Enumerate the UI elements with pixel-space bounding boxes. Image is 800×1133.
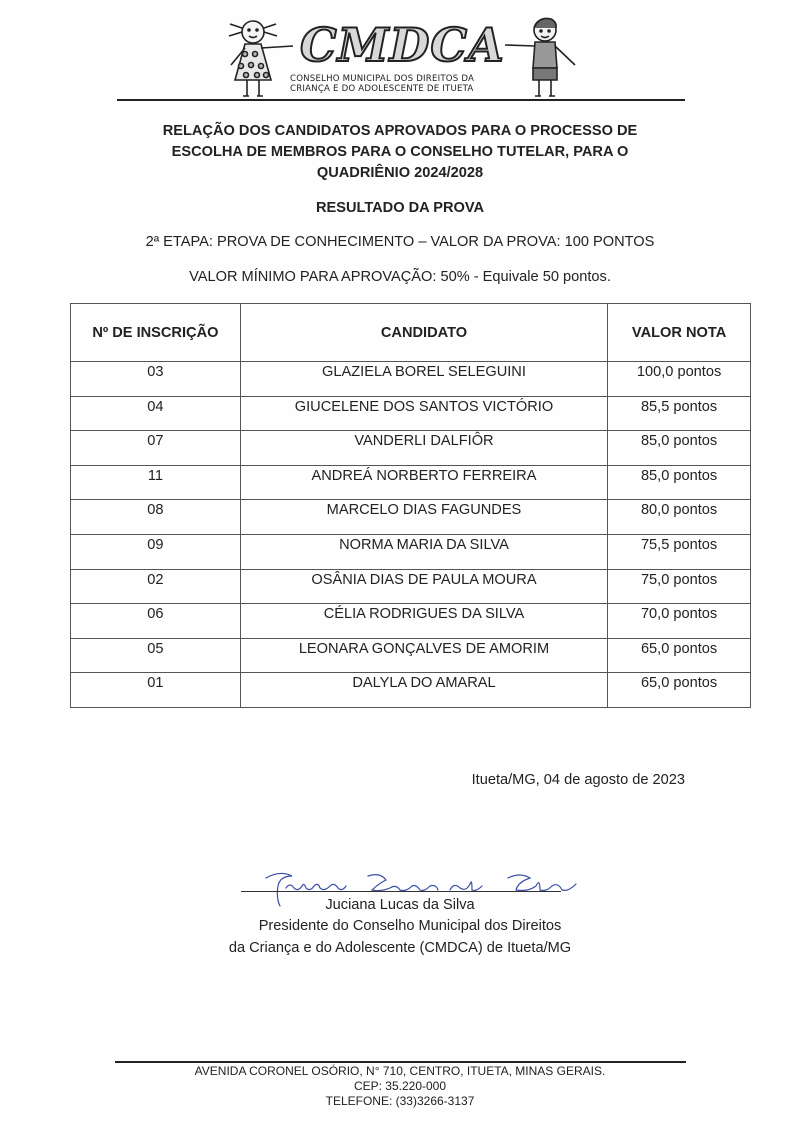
header-inscricao: Nº DE INSCRIÇÃO (71, 304, 241, 362)
footer-cep: CEP: 35.220-000 (353, 1079, 447, 1093)
title-line-2: ESCOLHA DE MEMBROS PARA O CONSELHO TUTELAR, PARA O (171, 144, 629, 160)
cell-nota: 75,5 pontos (608, 534, 751, 569)
table-row (71, 569, 751, 604)
table-row (71, 604, 751, 639)
table-row (71, 534, 751, 569)
cell-nota: 65,0 pontos (608, 673, 751, 708)
cell-candidato: GLAZIELA BOREL SELEGUINI (240, 362, 607, 397)
document-subtitle: RESULTADO DA PROVA (315, 200, 485, 216)
min-value-info: VALOR MÍNIMO PARA APROVAÇÃO: 50% - Equivale 50 pontos. (189, 269, 611, 285)
table-row (71, 396, 751, 431)
cell-inscricao: 11 (71, 465, 241, 500)
cell-candidato: CÉLIA RODRIGUES DA SILVA (240, 604, 607, 639)
signer-role-line1: Presidente do Conselho Municipal dos Direitos (258, 918, 562, 934)
cell-candidato: NORMA MARIA DA SILVA (240, 534, 607, 569)
cell-inscricao: 01 (71, 673, 241, 708)
footer-divider (115, 1061, 686, 1063)
logo-subtitle-line1: CONSELHO MUNICIPAL DOS DIREITOS DA (290, 74, 475, 84)
results-table (70, 303, 751, 708)
cell-inscricao: 02 (71, 569, 241, 604)
cell-inscricao: 03 (71, 362, 241, 397)
signer-name: Juciana Lucas da Silva (325, 897, 475, 913)
cell-inscricao: 04 (71, 396, 241, 431)
logo-wordmark: CMDCA (300, 18, 505, 72)
cell-candidato: ANDREÁ NORBERTO FERREIRA (240, 465, 607, 500)
footer (100, 1064, 700, 1109)
cell-nota: 70,0 pontos (608, 604, 751, 639)
table-row (71, 638, 751, 673)
cell-nota: 85,0 pontos (608, 431, 751, 466)
signer-role-line2: da Criança e do Adolescente (CMDCA) de Itueta/MG (228, 940, 572, 956)
header-valor-nota: VALOR NOTA (608, 304, 751, 362)
table-row (71, 465, 751, 500)
table-row (71, 500, 751, 535)
stage-info: 2ª ETAPA: PROVA DE CONHECIMENTO – VALOR DA PROVA: 100 PONTOS (145, 234, 655, 250)
title-line-1: RELAÇÃO DOS CANDIDATOS APROVADOS PARA O PROCESSO DE (162, 123, 638, 139)
cell-inscricao: 05 (71, 638, 241, 673)
header-divider (117, 99, 685, 101)
cell-nota: 85,0 pontos (608, 465, 751, 500)
table-row (71, 431, 751, 466)
logo-subtitle-line2: CRIANÇA E DO ADOLESCENTE DE ITUETA (290, 84, 474, 94)
cell-nota: 75,0 pontos (608, 569, 751, 604)
cell-nota: 100,0 pontos (608, 362, 751, 397)
footer-address: AVENIDA CORONEL OSÓRIO, N° 710, CENTRO, ITUETA, MINAS GERAIS. (194, 1064, 606, 1078)
cell-nota: 80,0 pontos (608, 500, 751, 535)
cell-candidato: VANDERLI DALFIÔR (240, 431, 607, 466)
cell-candidato: DALYLA DO AMARAL (240, 673, 607, 708)
table-header-row (71, 304, 751, 362)
cell-nota: 65,0 pontos (608, 638, 751, 673)
cell-inscricao: 08 (71, 500, 241, 535)
cell-candidato: GIUCELENE DOS SANTOS VICTÓRIO (240, 396, 607, 431)
cell-candidato: LEONARA GONÇALVES DE AMORIM (240, 638, 607, 673)
title-line-3: QUADRIÊNIO 2024/2028 (316, 165, 484, 181)
signature-line (241, 891, 561, 892)
document-title (100, 121, 700, 184)
cell-inscricao: 06 (71, 604, 241, 639)
header-candidato: CANDIDATO (240, 304, 607, 362)
table-row (71, 673, 751, 708)
date-line: Itueta/MG, 04 de agosto de 2023 (471, 772, 685, 788)
cmdca-logo (205, 10, 595, 100)
cell-candidato: OSÂNIA DIAS DE PAULA MOURA (240, 569, 607, 604)
table-row (71, 362, 751, 397)
logo-subtitle (290, 74, 530, 94)
cell-inscricao: 07 (71, 431, 241, 466)
cell-nota: 85,5 pontos (608, 396, 751, 431)
cell-candidato: MARCELO DIAS FAGUNDES (240, 500, 607, 535)
cell-inscricao: 09 (71, 534, 241, 569)
footer-phone: TELEFONE: (33)3266-3137 (325, 1094, 475, 1108)
